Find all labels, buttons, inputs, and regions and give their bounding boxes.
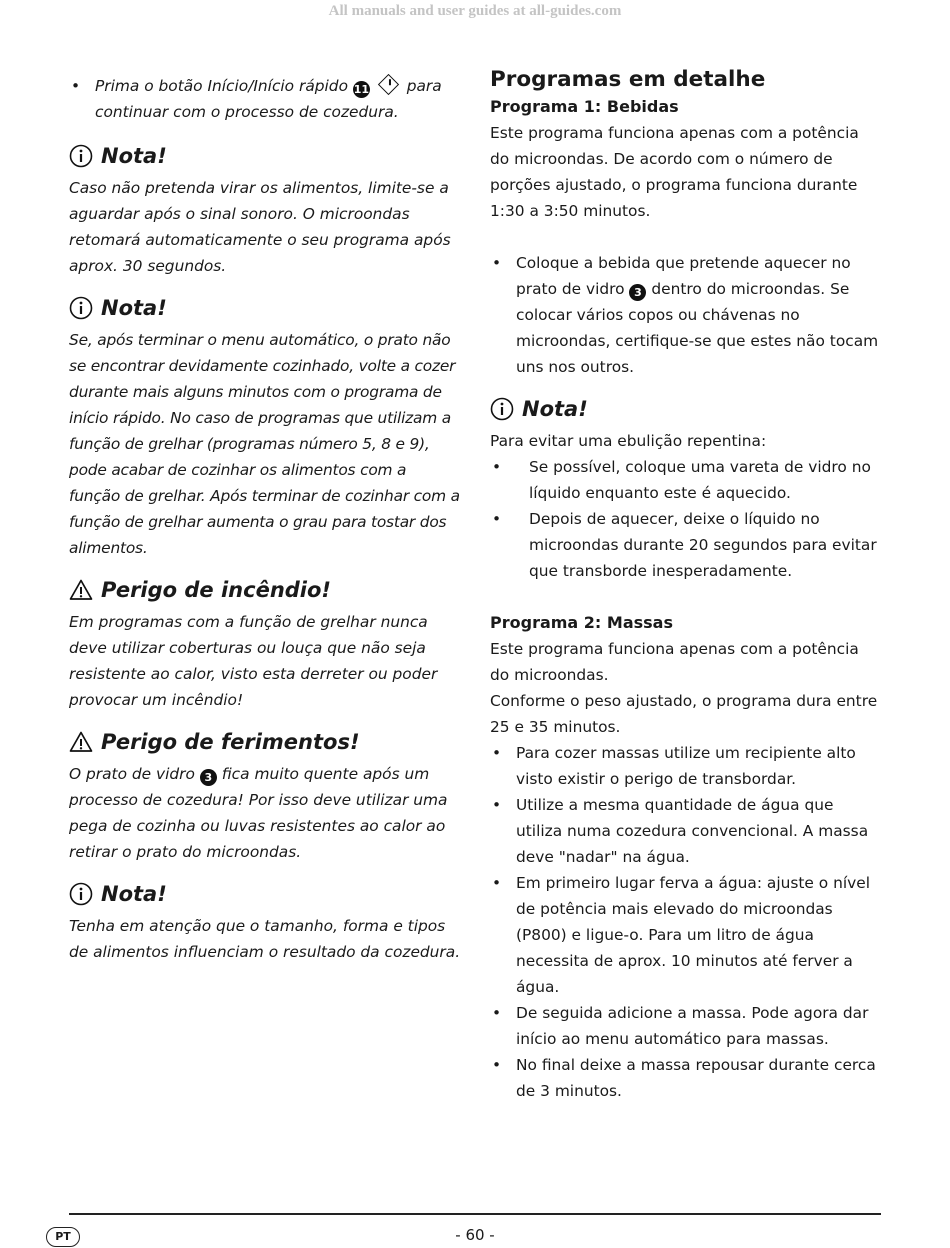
bullet-text: para continuar com o processo de cozedura. xyxy=(95,77,442,121)
right-column xyxy=(490,66,882,1104)
note-title: Nota! xyxy=(101,296,167,320)
part-number-badge: 3 xyxy=(200,769,217,786)
info-icon xyxy=(69,296,93,320)
bullet-dot: • xyxy=(492,458,502,476)
warning-title: Perigo de ferimentos! xyxy=(101,730,360,754)
note-heading xyxy=(490,394,882,424)
page-number: - 60 - xyxy=(455,1226,495,1244)
program-title: Programa 2: Massas xyxy=(490,613,673,632)
bullet-text: Para cozer massas utilize um recipiente alto visto existir o perigo de transbordar. xyxy=(516,744,856,788)
note-title: Nota! xyxy=(101,882,167,906)
bullet-dot: • xyxy=(492,1004,502,1022)
note-title: Nota! xyxy=(522,397,588,421)
list-item xyxy=(69,73,461,125)
note-title: Nota! xyxy=(101,144,167,168)
section-heading: Programas em detalhe xyxy=(490,67,766,92)
language-badge: PT xyxy=(46,1227,80,1247)
list-item xyxy=(490,792,882,870)
info-icon xyxy=(69,882,93,906)
list-item xyxy=(490,250,882,380)
bullet-dot: • xyxy=(492,744,502,762)
warning-text xyxy=(69,761,461,865)
warning-triangle-icon xyxy=(69,730,93,754)
warning-heading xyxy=(69,575,461,605)
note-text: Tenha em atenção que o tamanho, forma e tipos de alimentos influenciam o resultado da cozedura. xyxy=(69,917,461,961)
part-number-badge: 11 xyxy=(353,83,370,96)
bullet-text: Utilize a mesma quantidade de água que utiliza numa cozedura convencional. A massa deve "nadar" na água. xyxy=(516,796,869,866)
bullet-text: dentro do microondas. Se colocar vários copos ou chávenas no microondas, certifique-se que estes não tocam uns nos outros. xyxy=(516,280,879,376)
bullet-text: Em primeiro lugar ferva a água: ajuste o nível de potência mais elevado do microondas (P800) e ligue-o. Para um litro de água necessita de aprox. 10 minutos até ferver a água. xyxy=(516,874,870,996)
bullet-text: De seguida adicione a massa. Pode agora dar início ao menu automático para massas. xyxy=(516,1004,869,1048)
bullet-text: Depois de aquecer, deixe o líquido no microondas durante 20 segundos para evitar que transborde inesperadamente. xyxy=(529,510,877,580)
left-column xyxy=(69,66,461,965)
list-item xyxy=(490,506,882,584)
bullet-text: Se possível, coloque uma vareta de vidro no líquido enquanto este é aquecido. xyxy=(529,458,871,502)
bullet-dot: • xyxy=(492,796,502,814)
note-heading xyxy=(69,879,461,909)
start-diamond-icon xyxy=(378,74,399,95)
program-text: Conforme o peso ajustado, o programa dura entre 25 e 35 minutos. xyxy=(490,692,878,736)
program-text: Este programa funciona apenas com a potência do microondas. De acordo com o número de porções ajustado, o programa funciona durante 1:30 a 3:50 minutos. xyxy=(490,124,859,220)
list-item xyxy=(490,1052,882,1104)
warning-title: Perigo de incêndio! xyxy=(101,578,332,602)
bullet-text: No final deixe a massa repousar durante cerca de 3 minutos. xyxy=(516,1056,876,1100)
bullet-dot: • xyxy=(492,510,502,528)
list-item xyxy=(490,870,882,1000)
note-heading xyxy=(69,141,461,171)
list-item xyxy=(490,454,882,506)
bullet-dot: • xyxy=(71,77,81,95)
note-heading xyxy=(69,293,461,323)
watermark: All manuals and user guides at all-guides.com xyxy=(328,3,622,19)
info-icon xyxy=(490,397,514,421)
part-number-badge: 3 xyxy=(629,284,646,301)
bullet-dot: • xyxy=(492,254,502,272)
warning-text-part: O prato de vidro xyxy=(69,765,195,783)
note-text: Se, após terminar o menu automático, o prato não se encontrar devidamente cozinhado, volte a cozer durante mais alguns minutos com o programa de início rápido. No caso de programas que utilizam a função de grelhar (programas número 5, 8 e 9), pode acabar de cozinhar os alimentos com a função de grelhar. Após terminar de cozinhar com a função de grelhar aumenta o grau para tostar dos alimentos. xyxy=(69,331,460,557)
program-title: Programa 1: Bebidas xyxy=(490,97,679,116)
note-intro: Para evitar uma ebulição repentina: xyxy=(490,432,767,450)
list-item xyxy=(490,1000,882,1052)
warning-text: Em programas com a função de grelhar nunca deve utilizar coberturas ou louça que não seja resistente ao calor, visto esta derreter ou poder provocar um incêndio! xyxy=(69,613,438,709)
bullet-text: Prima o botão Início/Início rápido xyxy=(95,77,348,95)
warning-heading xyxy=(69,727,461,757)
bullet-text: Coloque a bebida que pretende aquecer no prato de vidro xyxy=(516,254,851,298)
warning-text-part: fica muito quente após um processo de cozedura! Por isso deve utilizar uma pega de cozinha ou luvas resistentes ao calor ao retirar o prato do microondas. xyxy=(69,765,448,861)
program-text: Este programa funciona apenas com a potência do microondas. xyxy=(490,640,859,684)
bullet-dot: • xyxy=(492,1056,502,1074)
list-item xyxy=(490,740,882,792)
info-icon xyxy=(69,144,93,168)
bullet-dot: • xyxy=(492,874,502,892)
warning-triangle-icon xyxy=(69,578,93,602)
note-text: Caso não pretenda virar os alimentos, limite-se a aguardar após o sinal sonoro. O microondas retomará automaticamente o seu programa após aprox. 30 segundos. xyxy=(69,179,451,275)
footer-divider xyxy=(69,1213,881,1215)
